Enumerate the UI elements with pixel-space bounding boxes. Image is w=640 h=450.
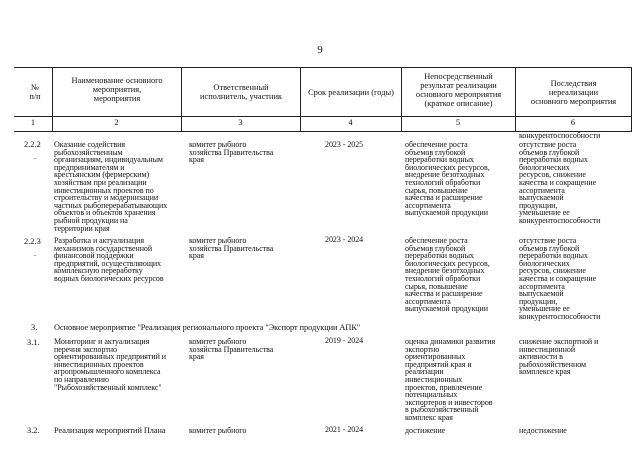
- result-cell: обеспечение роста объемов глубокой переработки водных биологических ресурсов, внедрение безотходных технологий обработки сырья, повышение качества и расширение ассортимента выпускаемой продукции: [405, 140, 490, 218]
- result-cell: оценка динамики развития экспортно ориентированных предприятий края и реализации инвестиционных проектов, привлечение потенциальных экспортеров и инвесторов в рыбохозяйственный комплекс края: [405, 337, 496, 422]
- column-index: 1: [30, 118, 36, 127]
- page-number: 9: [317, 44, 323, 56]
- section-title: Основное мероприятие "Реализация регионального проекта "Экспорт продукции АПК": [54, 323, 361, 332]
- header-period: Срок реализации (годы): [308, 88, 394, 97]
- column-index: 6: [570, 118, 576, 127]
- row-number-dot: .: [34, 249, 36, 258]
- result-cell: обеспечение роста объемов глубокой переработки водных биологических ресурсов, внедрение безотходных технологий обработки сырья, повышение качества и расширение ассортимента выпускаемой продукции: [405, 236, 490, 314]
- activity-name: Оказание содействия рыбохозяйственным организациям, индивидуальным предпринимателям и крестьянским (фермерским) хозяйствам при реализации инвестиционных проектов по строительству и модернизации частных рыбоперерабатывающих объектов и объектов хранения рыбной продукции на территории края: [54, 140, 168, 233]
- row-number-dot: .: [34, 152, 36, 161]
- executor-cell: комитет рыбного хозяйства Правительства края: [189, 337, 274, 362]
- row-number: 3.2.: [27, 426, 40, 435]
- executor-cell: комитет рыбного хозяйства Правительства края: [189, 140, 274, 165]
- table-header-bottom-border: [14, 116, 632, 117]
- period-cell: 2021 - 2024: [325, 425, 364, 434]
- row-number: 2.2.2: [24, 140, 41, 149]
- row-number: 2.2.3: [24, 237, 41, 246]
- column-index: 4: [348, 118, 353, 127]
- header-consequence: Последствия нереализации основного мероприятия: [530, 79, 617, 106]
- consequence-cell: снижение экспортной и инвестиционной активности в рыбохозяйственном комплексе края: [519, 337, 599, 377]
- result-cell: достижение: [405, 426, 446, 435]
- activity-name: Мониторинг и актуализация перечня экспортно ориентированных предприятий и инвестиционных проектов агропромышленного комплекса по направлению "Рыбохозяйственный комплекс": [54, 337, 166, 392]
- period-cell: 2023 - 2025: [325, 140, 364, 149]
- section-number: 3.: [31, 323, 38, 332]
- consequence-cell: отсутствие роста объемов глубокой переработки водных биологических ресурсов, снижение качества и сокращение ассортимента выпускаемой продукции, уменьшение ее конкурентоспособности: [519, 140, 601, 225]
- period-cell: 2023 - 2024: [325, 235, 364, 244]
- activity-name: Разработка и актуализация механизмов государственной финансовой поддержки предприятий, осуществляющих комплексную переработку водных биологических ресурсов: [54, 236, 164, 283]
- executor-cell: комитет рыбного хозяйства Правительства края: [189, 236, 274, 261]
- column-index: 5: [455, 118, 461, 127]
- carryover-text: конкурентоспособности: [519, 131, 601, 140]
- column-divider: [631, 67, 632, 131]
- header-activity-name: Наименование основного мероприятия, мероприятия: [71, 76, 163, 103]
- header-result: Непосредственный результат реализации основного мероприятия (краткое описание): [415, 72, 502, 108]
- consequence-cell: отсутствие роста объемов глубокой переработки водных биологических ресурсов, снижение качества и сокращение ассортимента выпускаемой продукции, уменьшение ее конкурентоспособности: [519, 236, 601, 321]
- row-number: 3.1.: [27, 338, 40, 347]
- header-executor: Ответственный исполнитель, участник: [200, 83, 282, 101]
- column-index: 2: [114, 118, 119, 127]
- table-top-border: [14, 67, 632, 68]
- column-index: 3: [238, 118, 243, 127]
- header-number: № п/п: [29, 83, 41, 101]
- activity-name: Реализация мероприятий Плана: [54, 426, 166, 435]
- consequence-cell: недостижение: [519, 426, 567, 435]
- period-cell: 2019 - 2024: [325, 336, 364, 345]
- executor-cell: комитет рыбного: [189, 426, 247, 435]
